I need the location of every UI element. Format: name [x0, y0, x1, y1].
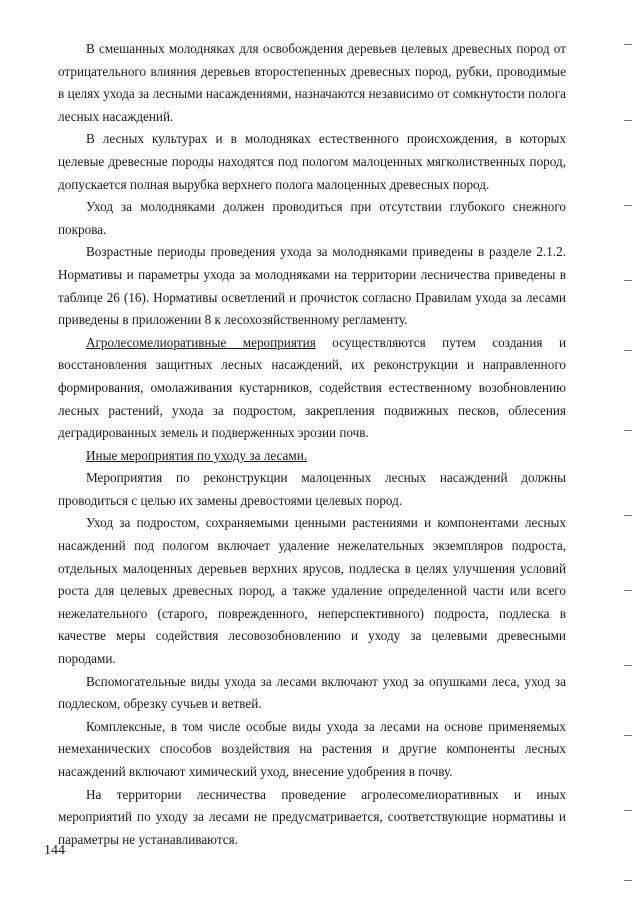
paragraph-snow-cover: Уход за молодняками должен проводиться при отсутствии глубокого снежного покрова. [58, 199, 566, 237]
paragraph-forest-cultures: В лесных культурах и в молодняках естественного происхождения, в которых целевые древесные породы находятся под пологом малоценных мягколиственных пород, допускается полная вырубка верхнего полога малоценных древесных пород. [58, 131, 566, 192]
agroforestry-text: осуществляются путем создания и восстановления защитных лесных насаждений, их реконструкции и направленного формирования, омолаживания кустарников, содействия естественному возобновлению лесных растений, ухода за подростом, закрепления подвижных песков, облесения деградированных земель и подверженных эрозии почв. [58, 334, 567, 441]
paragraph-complex-care: Комплексные, в том числе особые виды ухода за лесами на основе применяемых немеханических способов воздействия на растения и другие компоненты лесных насаждений включают химический уход, внесение удобрения в почву. [58, 718, 566, 779]
paragraph-reconstruction: Мероприятия по реконструкции малоценных лесных насаждений должны проводиться с целью их замены древостоями целевых пород. [58, 470, 566, 508]
paragraph-auxiliary-care: Вспомогательные виды ухода за лесами включают уход за опушками леса, уход за подлеском, обрезку сучьев и ветвей. [58, 673, 566, 712]
agroforestry-term: Агролесомелиоративные мероприятия [86, 334, 316, 350]
paragraph-undergrowth-care: Уход за подростом, сохраняемыми ценными растениями и компонентами лесных насаждений под пологом включает удаление нежелательных экземпляров подроста, отдельных малоценных деревьев верхних ярусов, подлеска в целях улучшения условий роста для целевых древесных пород, а также удаление определенной части или всего нежелательного (старого, поврежденного, неперспективного) подроста, подлеска в качестве меры содействия лесовозобновлению и уходу за целевыми древесными породами. [58, 515, 566, 667]
page-number: 144 [44, 843, 65, 858]
paragraph-age-periods: Возрастные периоды проведения ухода за молодняками приведены в разделе 2.1.2. Нормативы и параметры ухода за молодняками на территории лесничества приведены в таблице 26 (16). Нормативы осветлений и прочисток согласно Правилам ухода за лесами приведены в приложении 8 к лесохозяйственному регламенту. [58, 244, 566, 328]
body-text [58, 38, 566, 851]
other-measures-heading: Иные мероприятия по уходу за лесами. [86, 447, 308, 463]
scan-edge-marks [620, 0, 640, 905]
paragraph-agroforestry [58, 332, 566, 445]
paragraph-mixed-young-stands: В смешанных молодняках для освобождения деревьев целевых древесных пород от отрицательного влияния деревьев второстепенных древесных пород, рубки, проводимые в целях ухода за лесными насаждениями, назначаются независимо от сомкнутости полога лесных насаждений. [58, 41, 566, 124]
paragraph-not-planned: На территории лесничества проведение агролесомелиоративных и иных мероприятий по уходу за лесами не предусматривается, соответствующие нормативы и параметры не устанавливаются. [58, 786, 566, 847]
